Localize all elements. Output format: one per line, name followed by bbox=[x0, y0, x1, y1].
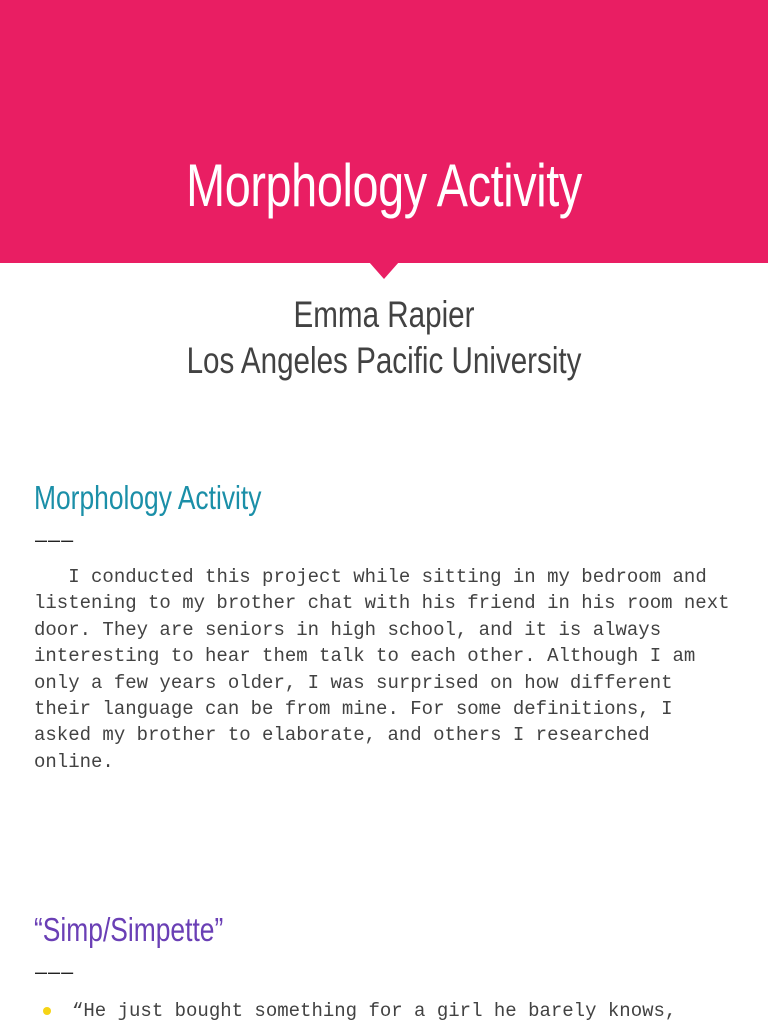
paragraph-line: online. bbox=[34, 750, 114, 773]
paragraph-line: their language can be from mine. For some definitions, I bbox=[34, 698, 673, 721]
bullet-dot-icon bbox=[43, 1007, 51, 1015]
page-title: Morphology Activity bbox=[186, 152, 582, 219]
paragraph-line: only a few years older, I was surprised on how different bbox=[34, 671, 673, 694]
banner-pointer bbox=[369, 262, 399, 279]
section-divider: ——— bbox=[35, 960, 75, 984]
list-item-text: “He just bought something for a girl he barely knows, bbox=[72, 1000, 677, 1022]
paragraph-line: door. They are seniors in high school, and it is always bbox=[34, 618, 662, 641]
paragraph-line: asked my brother to elaborate, and others I researched bbox=[34, 724, 650, 747]
paragraph-line: I conducted this project while sitting in my bedroom and bbox=[34, 566, 707, 588]
school-name: Los Angeles Pacific University bbox=[186, 340, 582, 381]
paragraph-line: listening to my brother chat with his friend in his room next bbox=[34, 592, 730, 615]
intro-paragraph bbox=[34, 564, 754, 775]
author-name: Emma Rapier bbox=[293, 294, 475, 335]
title-banner bbox=[0, 0, 768, 263]
section-heading-morphology: Morphology Activity bbox=[34, 479, 262, 516]
paragraph-line: interesting to hear them talk to each other. Although I am bbox=[34, 645, 696, 668]
section-divider: ——— bbox=[35, 528, 75, 552]
section-heading-simp: “Simp/Simpette” bbox=[34, 911, 224, 948]
